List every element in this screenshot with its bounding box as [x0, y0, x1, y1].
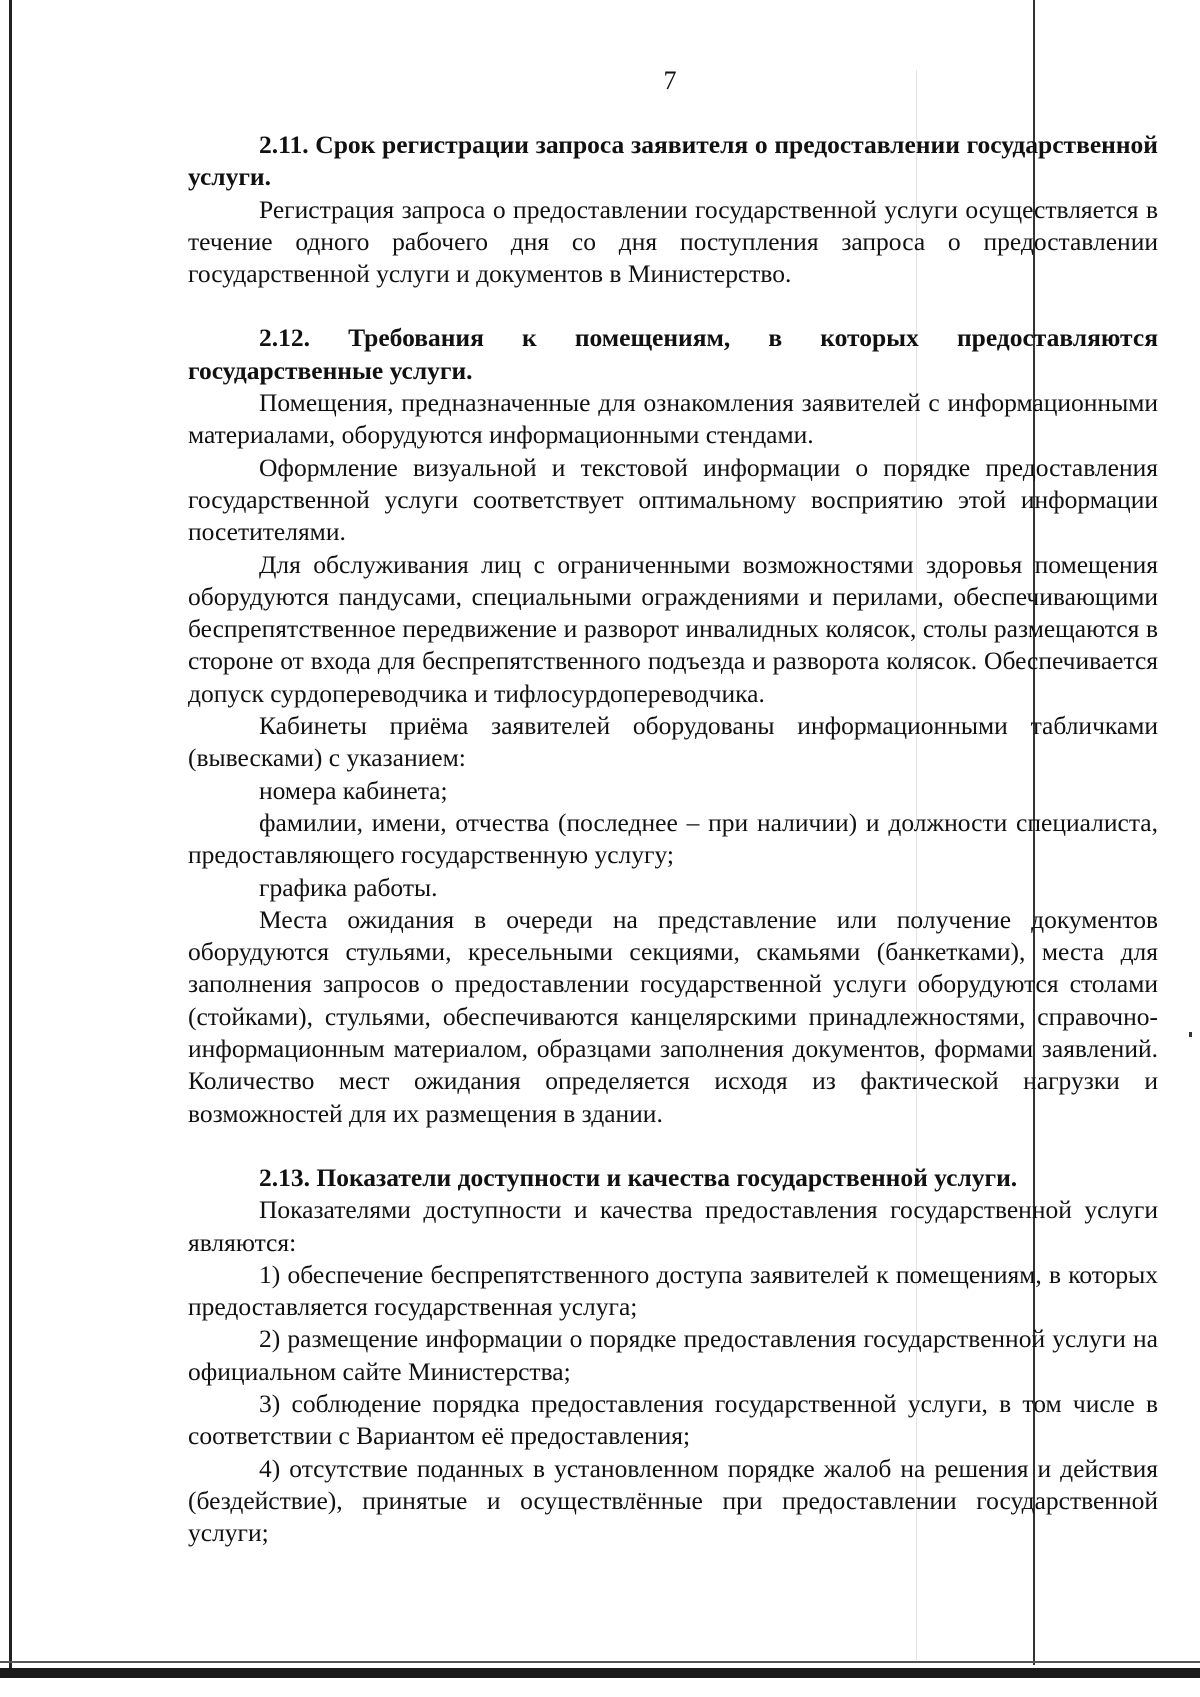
list-item: 2) размещение информации о порядке предоставления государственной услуги на официальном сайте Министерства;: [188, 1324, 1158, 1386]
section-heading-2-13: 2.13. Показатели доступности и качества государственной услуги.: [259, 1162, 1018, 1192]
paragraph: Регистрация запроса о предоставлении государственной услуги осуществляется в течение одного рабочего дня со дня поступления запроса о предоставлении государственной услуги и документов в Министерство.: [188, 194, 1158, 289]
scan-bottom-line: [0, 1661, 1200, 1663]
scan-bottom-edge: [0, 1668, 1200, 1678]
section-spacer: [188, 290, 1158, 322]
paragraph: Для обслуживания лиц с ограниченными возможностями здоровья помещения оборудуются пандусами, специальными ограждениями и перилами, обеспечивающими беспрепятственное передвижение и разворот инвалидных колясок, столы размещаются в стороне от входа для беспрепятственного подъезда и разворота колясок. Обеспечивается допуск сурдопереводчика и тифлосурдопереводчика.: [188, 549, 1158, 708]
page-number: 7: [663, 66, 677, 95]
list-item: 3) соблюдение порядка предоставления государственной услуги, в том числе в соответствии с Вариантом её предоставления;: [188, 1388, 1158, 1451]
list-item: фамилии, имени, отчества (последнее – при наличии) и должности специалиста, предоставляющего государственную услугу;: [188, 807, 1158, 870]
list-item: графика работы.: [259, 872, 438, 902]
paragraph: Места ожидания в очереди на представление или получение документов оборудуются стульями, кресельными секциями, скамьями (банкетками), места для заполнения запросов о предоставлении государственной услуги оборудуются столами (стойками), стульями, обеспечиваются канцелярскими принадлежностями, справочно-информационным материалом, образцами заполнения документов, формами заявлений. Количество мест ожидания определяется исходя из фактической нагрузки и возможностей для их размещения в здании.: [188, 904, 1158, 1128]
scan-speck: [1189, 1032, 1192, 1037]
list-item: 1) обеспечение беспрепятственного доступа заявителей к помещениям, в которых предоставляется государственная услуга;: [188, 1259, 1158, 1322]
scan-left-edge: [9, 0, 12, 1670]
list-item: номера кабинета;: [259, 775, 448, 805]
document-body: [188, 129, 1158, 1549]
paragraph: Помещения, предназначенные для ознакомления заявителей с информационными материалами, оборудуются информационными стендами.: [188, 388, 1158, 450]
paragraph: Оформление визуальной и текстовой информации о порядке предоставления государственной услуги соответствует оптимальному восприятию этой информации посетителями.: [188, 452, 1158, 547]
paragraph: Показателями доступности и качества предоставления государственной услуги являются:: [188, 1195, 1158, 1257]
paragraph: Кабинеты приёма заявителей оборудованы информационными табличками (вывесками) с указанием:: [188, 711, 1158, 773]
section-heading-2-11: 2.11. Срок регистрации запроса заявителя о предоставлении государственной услуги.: [188, 130, 1158, 192]
section-spacer: [188, 1130, 1158, 1162]
list-item: 4) отсутствие поданных в установленном порядке жалоб на решения и действия (бездействие), принятые и осуществлённые при предоставлении государственной услуги;: [188, 1453, 1158, 1548]
section-heading-2-12: 2.12. Требования к помещениям, в которых предоставляются государственные услуги.: [188, 323, 1158, 385]
